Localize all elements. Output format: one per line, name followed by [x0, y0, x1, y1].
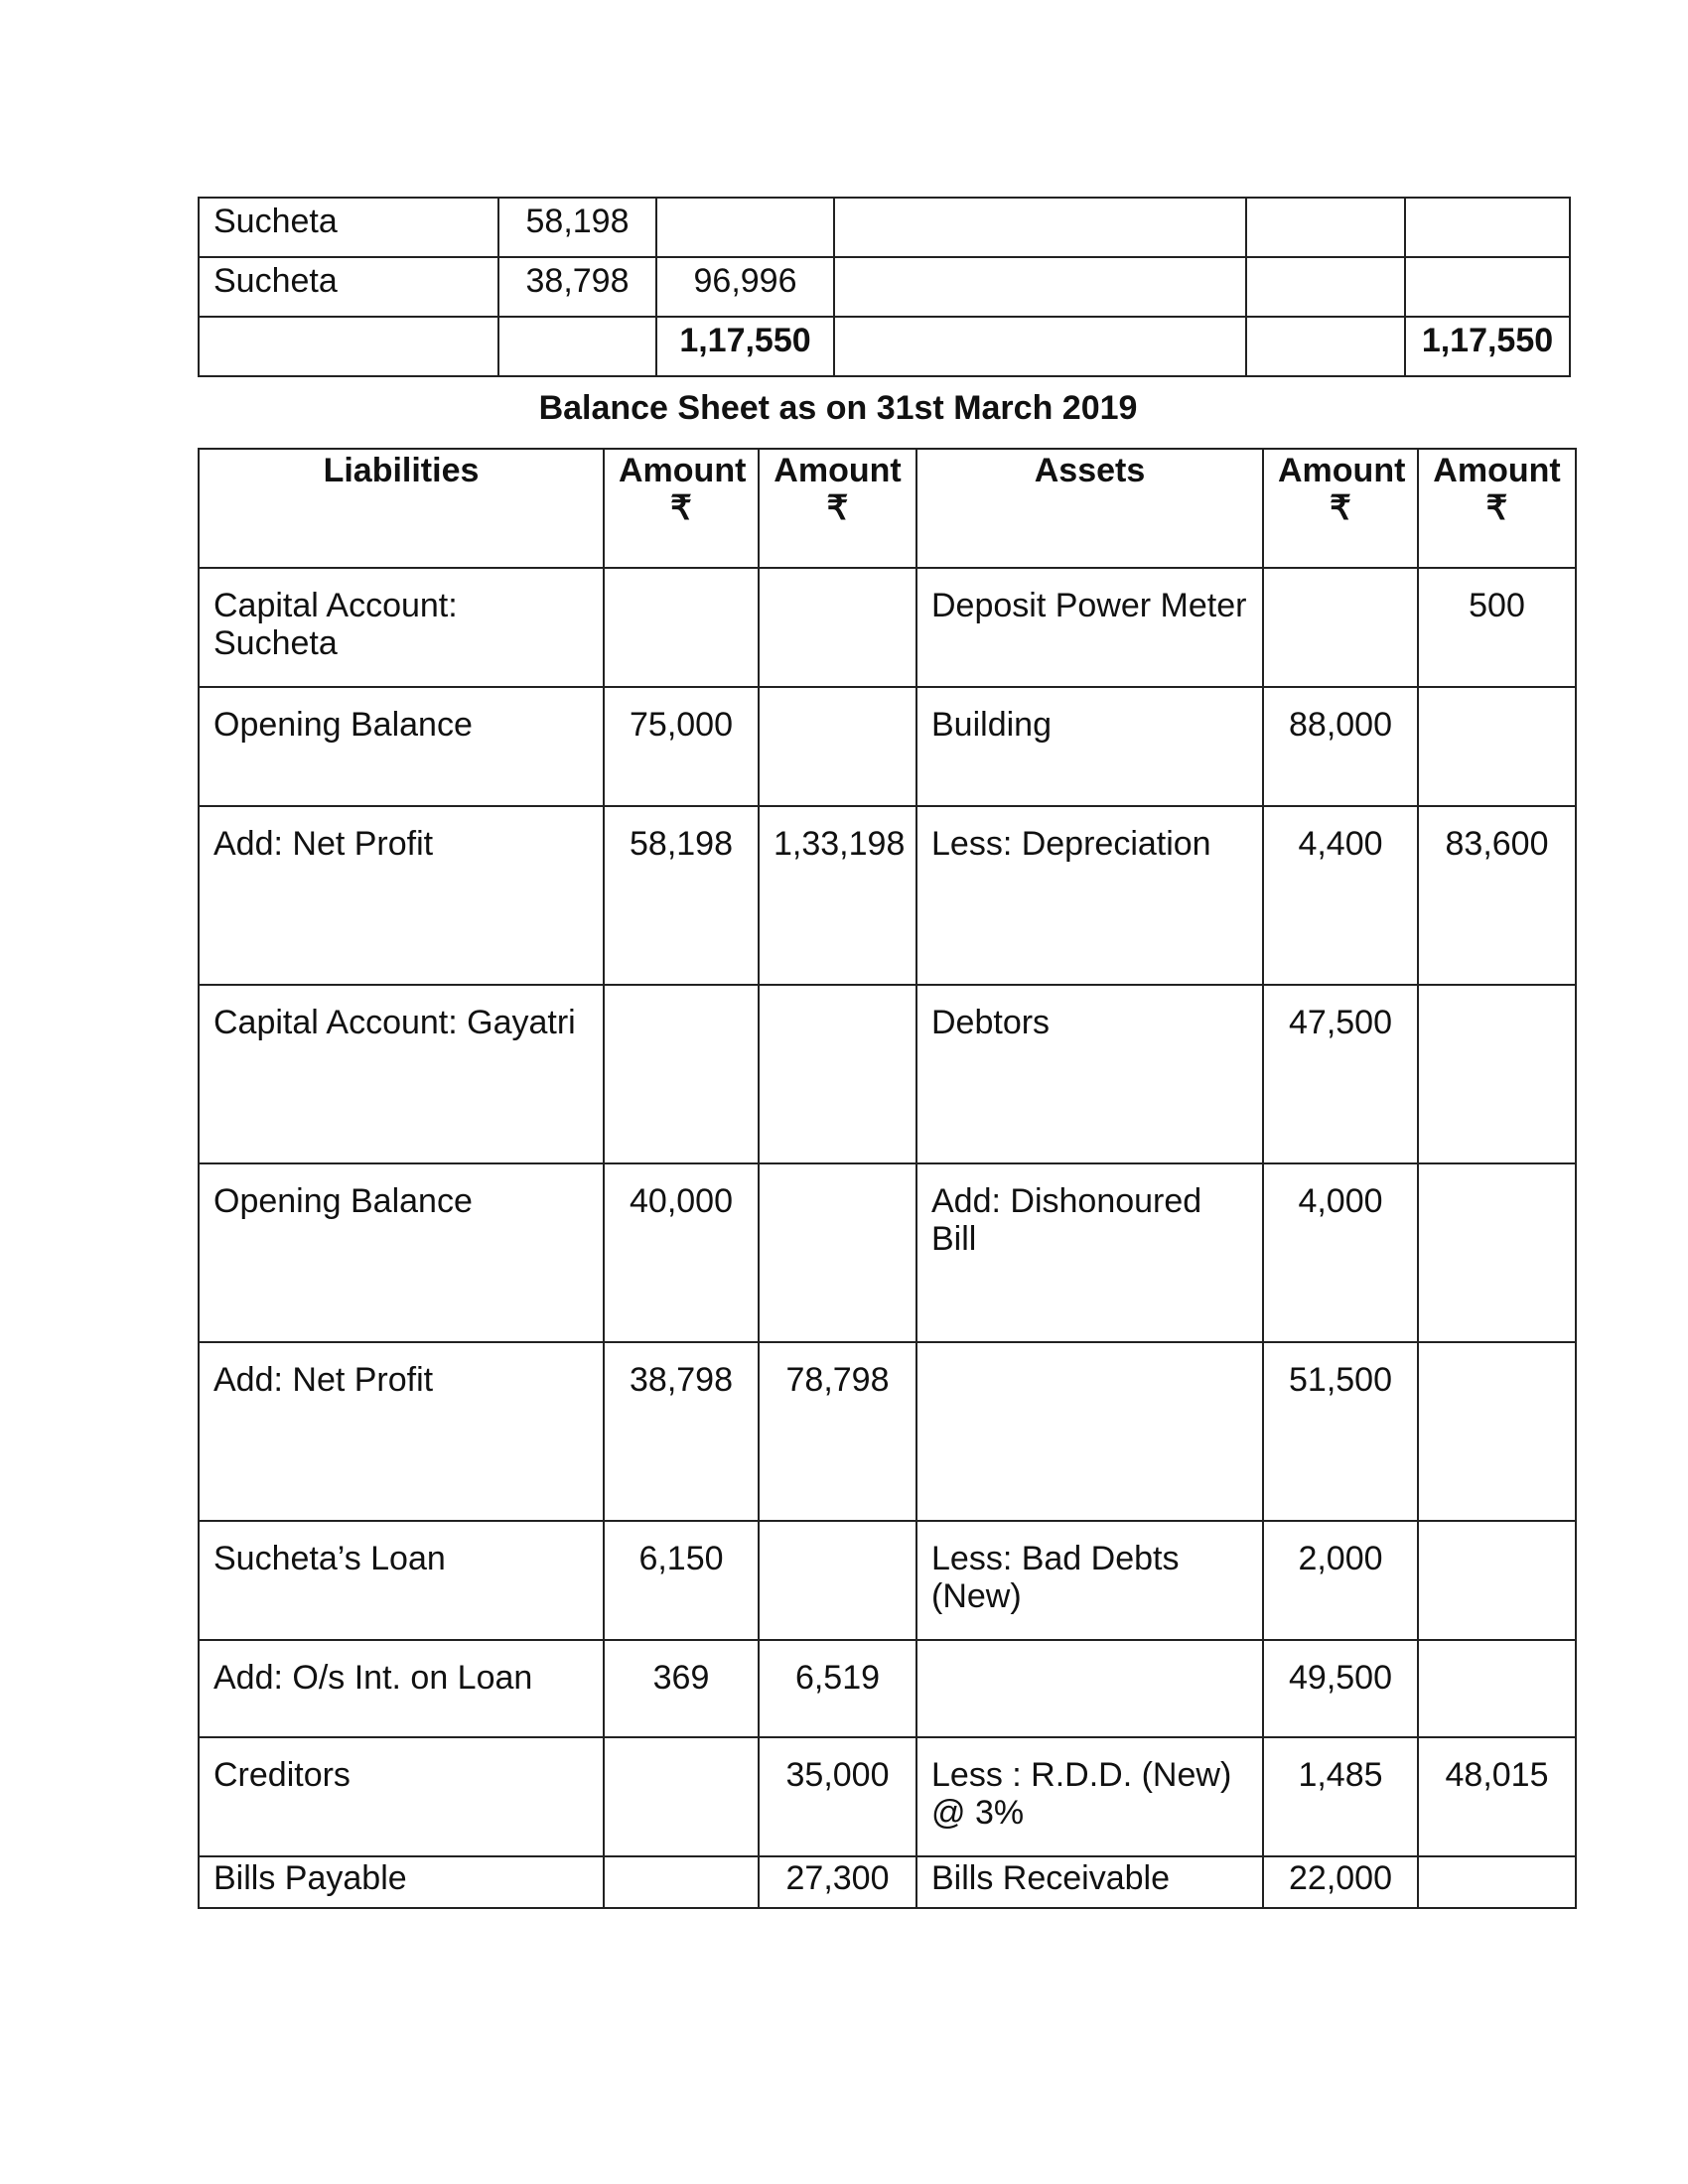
- amount-cell: 27,300: [759, 1856, 916, 1908]
- amount-cell: [498, 317, 656, 376]
- amount-cell: 1,33,198: [759, 806, 916, 985]
- table-row: [199, 1856, 1576, 1908]
- amount-cell: 38,798: [604, 1342, 759, 1521]
- amount-cell: 88,000: [1263, 687, 1418, 806]
- amount-header: Amount ₹: [759, 449, 916, 568]
- asset-cell: Add: Dishonoured Bill: [916, 1163, 1263, 1342]
- amount-cell: 49,500: [1263, 1640, 1418, 1737]
- table-row: [199, 687, 1576, 806]
- asset-cell: [916, 1640, 1263, 1737]
- amount-cell: 369: [604, 1640, 759, 1737]
- amount-cell: [1418, 1521, 1576, 1640]
- ledger-continuation-body: [199, 198, 1570, 376]
- table-row: [199, 985, 1576, 1163]
- account-name-cell: Sucheta: [199, 257, 498, 317]
- asset-cell: Bills Receivable: [916, 1856, 1263, 1908]
- amount-cell: [1263, 568, 1418, 687]
- liability-cell: Add: Net Profit: [199, 1342, 604, 1521]
- amount-cell: 47,500: [1263, 985, 1418, 1163]
- amount-cell: 78,798: [759, 1342, 916, 1521]
- amount-cell: [1418, 1640, 1576, 1737]
- liability-cell: Capital Account: Sucheta: [199, 568, 604, 687]
- amount-cell: [759, 985, 916, 1163]
- liability-cell: Capital Account: Gayatri: [199, 985, 604, 1163]
- amount-header: Amount ₹: [604, 449, 759, 568]
- amount-cell: 58,198: [498, 198, 656, 257]
- asset-cell: Less: Depreciation: [916, 806, 1263, 985]
- amount-cell: [1418, 687, 1576, 806]
- balance-sheet-body: [199, 568, 1576, 1908]
- balance-sheet-table: [198, 448, 1577, 1909]
- amount-cell: [1246, 257, 1405, 317]
- liability-cell: Bills Payable: [199, 1856, 604, 1908]
- amount-cell: 6,519: [759, 1640, 916, 1737]
- amount-cell: 40,000: [604, 1163, 759, 1342]
- amount-cell: [1405, 198, 1570, 257]
- amount-cell: 22,000: [1263, 1856, 1418, 1908]
- liability-cell: Opening Balance: [199, 1163, 604, 1342]
- asset-cell: [916, 1342, 1263, 1521]
- table-row: [199, 1342, 1576, 1521]
- account-name-cell: Sucheta: [199, 198, 498, 257]
- amount-cell: [604, 568, 759, 687]
- table-row: [199, 1737, 1576, 1856]
- amount-cell: 51,500: [1263, 1342, 1418, 1521]
- amount-cell: 500: [1418, 568, 1576, 687]
- liability-cell: Add: Net Profit: [199, 806, 604, 985]
- table-row: [199, 1640, 1576, 1737]
- balance-sheet-header-row: [199, 449, 1576, 568]
- amount-cell: [1418, 985, 1576, 1163]
- assets-header: Assets: [916, 449, 1263, 568]
- amount-cell: [1418, 1856, 1576, 1908]
- amount-cell: 1,17,550: [1405, 317, 1570, 376]
- amount-cell: [604, 1856, 759, 1908]
- amount-cell: [759, 1163, 916, 1342]
- amount-header: Amount ₹: [1263, 449, 1418, 568]
- liabilities-header: Liabilities: [199, 449, 604, 568]
- table-row: [199, 317, 1570, 376]
- amount-cell: 48,015: [1418, 1737, 1576, 1856]
- table-row: [199, 568, 1576, 687]
- amount-cell: 4,000: [1263, 1163, 1418, 1342]
- amount-cell: 35,000: [759, 1737, 916, 1856]
- amount-cell: [834, 257, 1246, 317]
- liability-cell: Add: O/s Int. on Loan: [199, 1640, 604, 1737]
- amount-cell: 1,17,550: [656, 317, 834, 376]
- amount-cell: 6,150: [604, 1521, 759, 1640]
- rupee-symbol: ₹: [1330, 489, 1351, 527]
- rupee-symbol: ₹: [1485, 489, 1508, 527]
- balance-sheet-title: Balance Sheet as on 31st March 2019: [538, 389, 1138, 427]
- table-row: [199, 257, 1570, 317]
- amount-cell: [1418, 1163, 1576, 1342]
- amount-cell: 83,600: [1418, 806, 1576, 985]
- amount-cell: 58,198: [604, 806, 759, 985]
- amount-cell: [759, 687, 916, 806]
- amount-cell: 1,485: [1263, 1737, 1418, 1856]
- amount-cell: [759, 568, 916, 687]
- rupee-symbol: ₹: [826, 489, 849, 527]
- amount-cell: 4,400: [1263, 806, 1418, 985]
- amount-cell: [656, 198, 834, 257]
- liability-cell: Creditors: [199, 1737, 604, 1856]
- rupee-symbol: ₹: [670, 489, 692, 527]
- amount-cell: [604, 985, 759, 1163]
- amount-cell: [1405, 257, 1570, 317]
- liability-cell: Opening Balance: [199, 687, 604, 806]
- asset-cell: Deposit Power Meter: [916, 568, 1263, 687]
- asset-cell: Building: [916, 687, 1263, 806]
- account-name-cell: [199, 317, 498, 376]
- liability-cell: Sucheta’s Loan: [199, 1521, 604, 1640]
- table-row: [199, 1521, 1576, 1640]
- amount-cell: 2,000: [1263, 1521, 1418, 1640]
- amount-cell: [1418, 1342, 1576, 1521]
- amount-cell: 96,996: [656, 257, 834, 317]
- table-row: [199, 198, 1570, 257]
- amount-cell: [1246, 198, 1405, 257]
- amount-cell: [834, 198, 1246, 257]
- amount-cell: [759, 1521, 916, 1640]
- table-row: [199, 806, 1576, 985]
- amount-cell: [1246, 317, 1405, 376]
- asset-cell: Less: Bad Debts (New): [916, 1521, 1263, 1640]
- table-row: [199, 1163, 1576, 1342]
- amount-cell: [834, 317, 1246, 376]
- asset-cell: Less : R.D.D. (New) @ 3%: [916, 1737, 1263, 1856]
- ledger-continuation-table: [198, 197, 1571, 377]
- amount-cell: [604, 1737, 759, 1856]
- asset-cell: Debtors: [916, 985, 1263, 1163]
- amount-cell: 38,798: [498, 257, 656, 317]
- amount-header: Amount ₹: [1418, 449, 1576, 568]
- amount-cell: 75,000: [604, 687, 759, 806]
